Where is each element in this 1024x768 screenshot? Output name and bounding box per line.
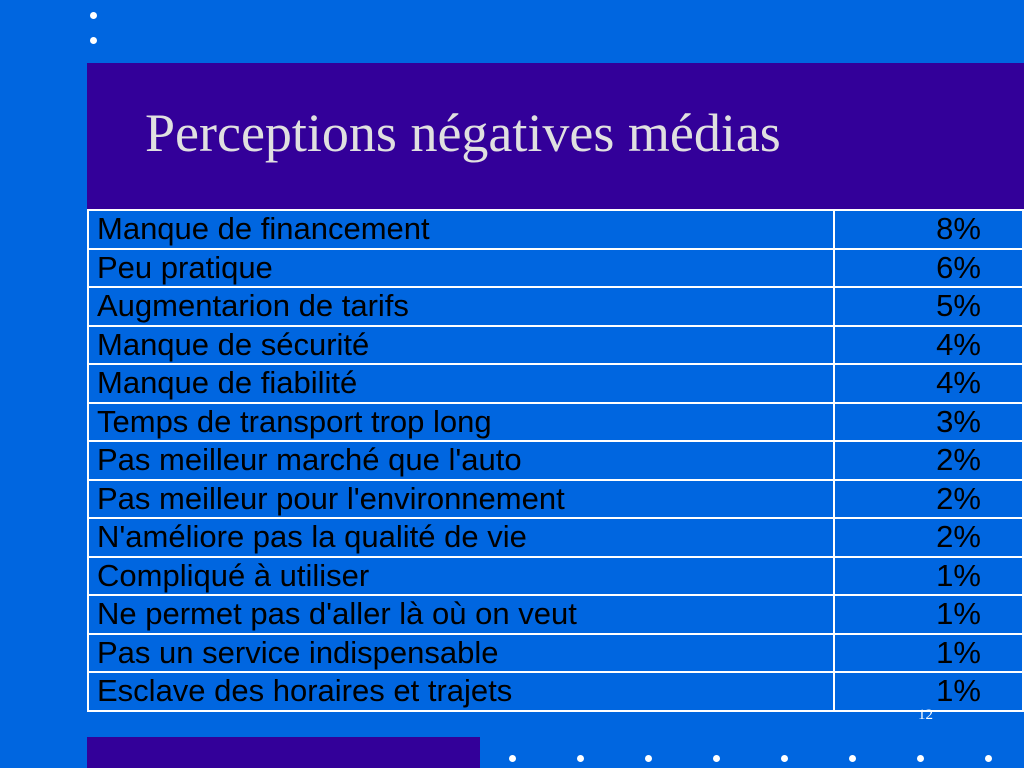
bullet-dot-icon	[985, 755, 992, 762]
table-row	[88, 287, 1023, 326]
table-row	[88, 326, 1023, 365]
table-row	[88, 518, 1023, 557]
row-label: Compliqué à utiliser	[88, 557, 834, 596]
page-number: 12	[918, 707, 933, 723]
row-value: 1%	[834, 634, 1023, 673]
row-value: 8%	[834, 210, 1023, 249]
bullet-dot-icon	[645, 755, 652, 762]
row-value: 5%	[834, 287, 1023, 326]
row-label: Ne permet pas d'aller là où on veut	[88, 595, 834, 634]
row-label: Peu pratique	[88, 249, 834, 288]
row-value: 4%	[834, 364, 1023, 403]
table-row	[88, 557, 1023, 596]
bullet-dot-icon	[509, 755, 516, 762]
bullet-dot-icon	[713, 755, 720, 762]
row-value: 1%	[834, 595, 1023, 634]
table-row	[88, 595, 1023, 634]
perceptions-table	[87, 209, 1024, 712]
row-label: Pas meilleur pour l'environnement	[88, 480, 834, 519]
table-row	[88, 403, 1023, 442]
row-value: 2%	[834, 480, 1023, 519]
bullet-dot-icon	[90, 12, 97, 19]
row-value: 2%	[834, 518, 1023, 557]
table-row	[88, 210, 1023, 249]
slide-title: Perceptions négatives médias	[145, 103, 781, 163]
title-band	[87, 63, 1024, 211]
row-label: Esclave des horaires et trajets	[88, 672, 834, 711]
row-label: Manque de fiabilité	[88, 364, 834, 403]
row-value: 2%	[834, 441, 1023, 480]
row-label: N'améliore pas la qualité de vie	[88, 518, 834, 557]
table-row	[88, 634, 1023, 673]
row-value: 3%	[834, 403, 1023, 442]
row-value: 1%	[834, 672, 1023, 711]
table-row	[88, 249, 1023, 288]
row-label: Manque de sécurité	[88, 326, 834, 365]
table-row	[88, 364, 1023, 403]
row-value: 1%	[834, 557, 1023, 596]
bullet-dot-icon	[917, 755, 924, 762]
row-label: Pas un service indispensable	[88, 634, 834, 673]
row-label: Temps de transport trop long	[88, 403, 834, 442]
table-row	[88, 441, 1023, 480]
row-label: Pas meilleur marché que l'auto	[88, 441, 834, 480]
bottom-band	[87, 737, 480, 768]
table-row	[88, 672, 1023, 711]
bullet-dot-icon	[90, 37, 97, 44]
table-row	[88, 480, 1023, 519]
perceptions-table-container	[87, 209, 1024, 712]
bullet-dot-icon	[849, 755, 856, 762]
row-label: Manque de financement	[88, 210, 834, 249]
bullet-dot-icon	[577, 755, 584, 762]
row-value: 6%	[834, 249, 1023, 288]
row-value: 4%	[834, 326, 1023, 365]
bullet-dot-icon	[781, 755, 788, 762]
row-label: Augmentarion de tarifs	[88, 287, 834, 326]
